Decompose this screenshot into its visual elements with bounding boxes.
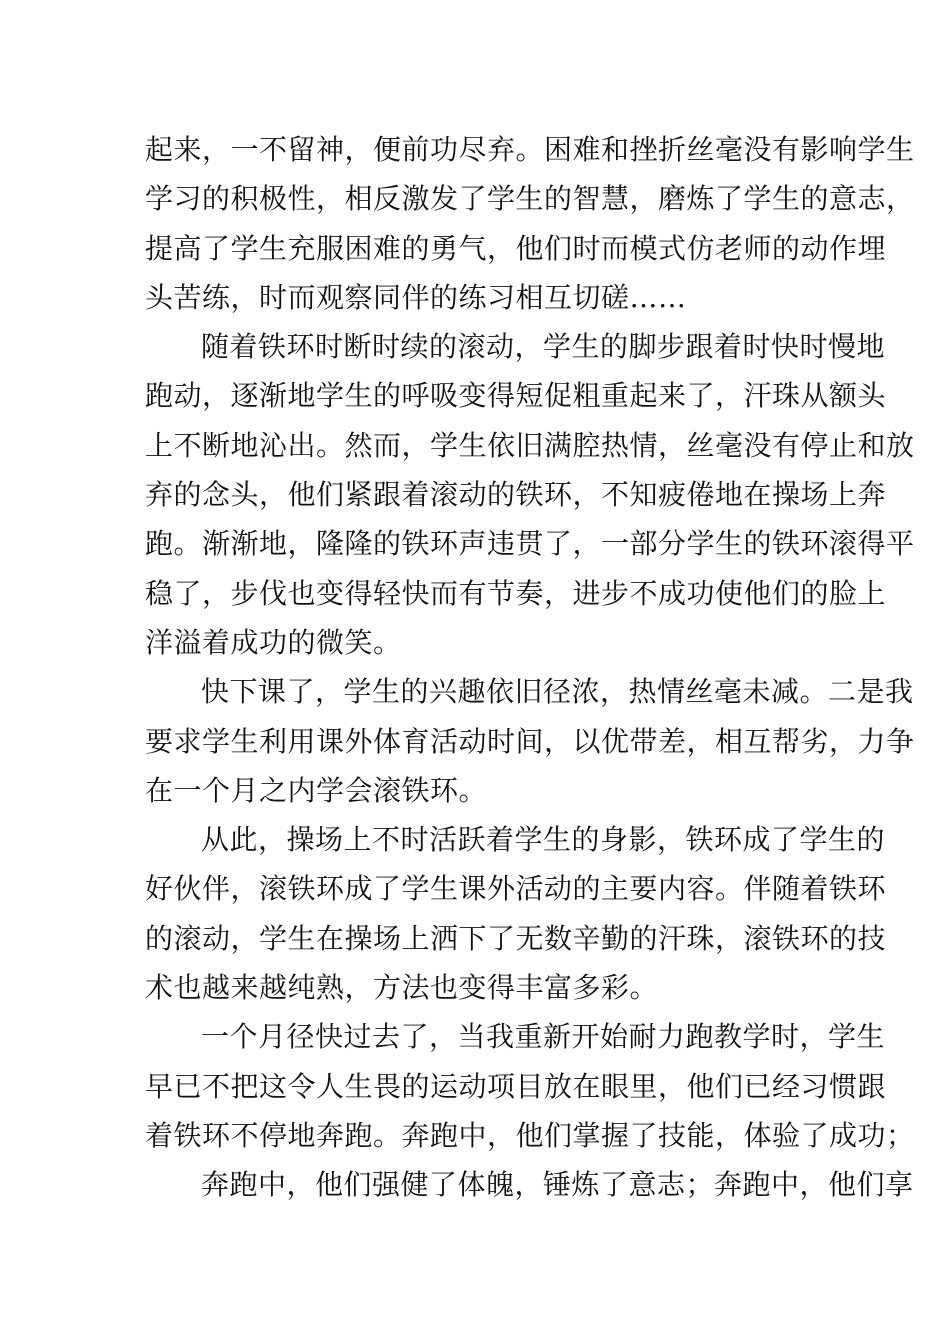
text-line: 上不断地沁出。然而，学生依旧满腔热情，丝毫没有停止和放: [145, 428, 915, 462]
paragraph: [145, 1160, 914, 1209]
text-line: 好伙伴，滚铁环成了学生课外活动的主要内容。伴随着铁环: [145, 872, 887, 906]
text-line: 要求学生利用课外体育活动时间，以优带差，相互帮劣，力争: [145, 724, 915, 758]
text-line: 起来，一不留神，便前功尽弃。困难和挫折丝毫没有影响学生: [145, 133, 915, 166]
text-line: 随着铁环时断时续的滚动，学生的脚步跟着时快时慢地: [201, 330, 886, 364]
text-line: 学习的积极性，相反激发了学生的智慧，磨炼了学生的意志，: [145, 182, 915, 216]
text-line: 奔跑中，他们强健了体魄，锤炼了意志；奔跑中，他们享: [201, 1168, 914, 1202]
text-line: 洋溢着成功的微笑。: [145, 625, 402, 659]
text-line: 的滚动，学生在操场上洒下了无数辛勤的汗珠，滚铁环的技: [145, 921, 887, 955]
text-line: 跑动，逐渐地学生的呼吸变得短促粗重起来了，汗珠从额头: [145, 379, 887, 413]
text-line: 弃的念头，他们紧跟着滚动的铁环，不知疲倦地在操场上奔: [145, 478, 887, 512]
text-line: 从此，操场上不时活跃着学生的身影，铁环成了学生的: [201, 823, 886, 857]
document-body: [145, 125, 915, 1210]
paragraph: [145, 667, 915, 815]
paragraph: [145, 815, 887, 1012]
text-line: 术也越来越纯熟，方法也变得丰富多彩。: [145, 971, 659, 1005]
text-line: 提高了学生充服困难的勇气，他们时而模式仿老师的动作埋: [145, 231, 887, 265]
text-line: 快下课了，学生的兴趣依旧径浓，热情丝毫未减。二是我: [201, 675, 914, 709]
paragraph: [145, 1012, 915, 1160]
text-line: 稳了，步伐也变得轻快而有节奏，进步不成功使他们的脸上: [145, 576, 887, 610]
paragraph: [145, 322, 915, 667]
text-line: 一个月径快过去了，当我重新开始耐力跑教学时，学生: [201, 1020, 886, 1054]
text-line: 早已不把这令人生畏的运动项目放在眼里，他们已经习惯跟: [145, 1069, 887, 1103]
text-line: 头苦练，时而观察同伴的练习相互切磋……: [145, 280, 687, 314]
text-line: 着铁环不停地奔跑。奔跑中，他们掌握了技能，体验了成功；: [145, 1118, 915, 1152]
text-line: 在一个月之内学会滚铁环。: [145, 773, 488, 807]
paragraph: [145, 125, 915, 322]
text-line: 跑。渐渐地，隆隆的铁环声违贯了，一部分学生的铁环滚得平: [145, 527, 915, 561]
